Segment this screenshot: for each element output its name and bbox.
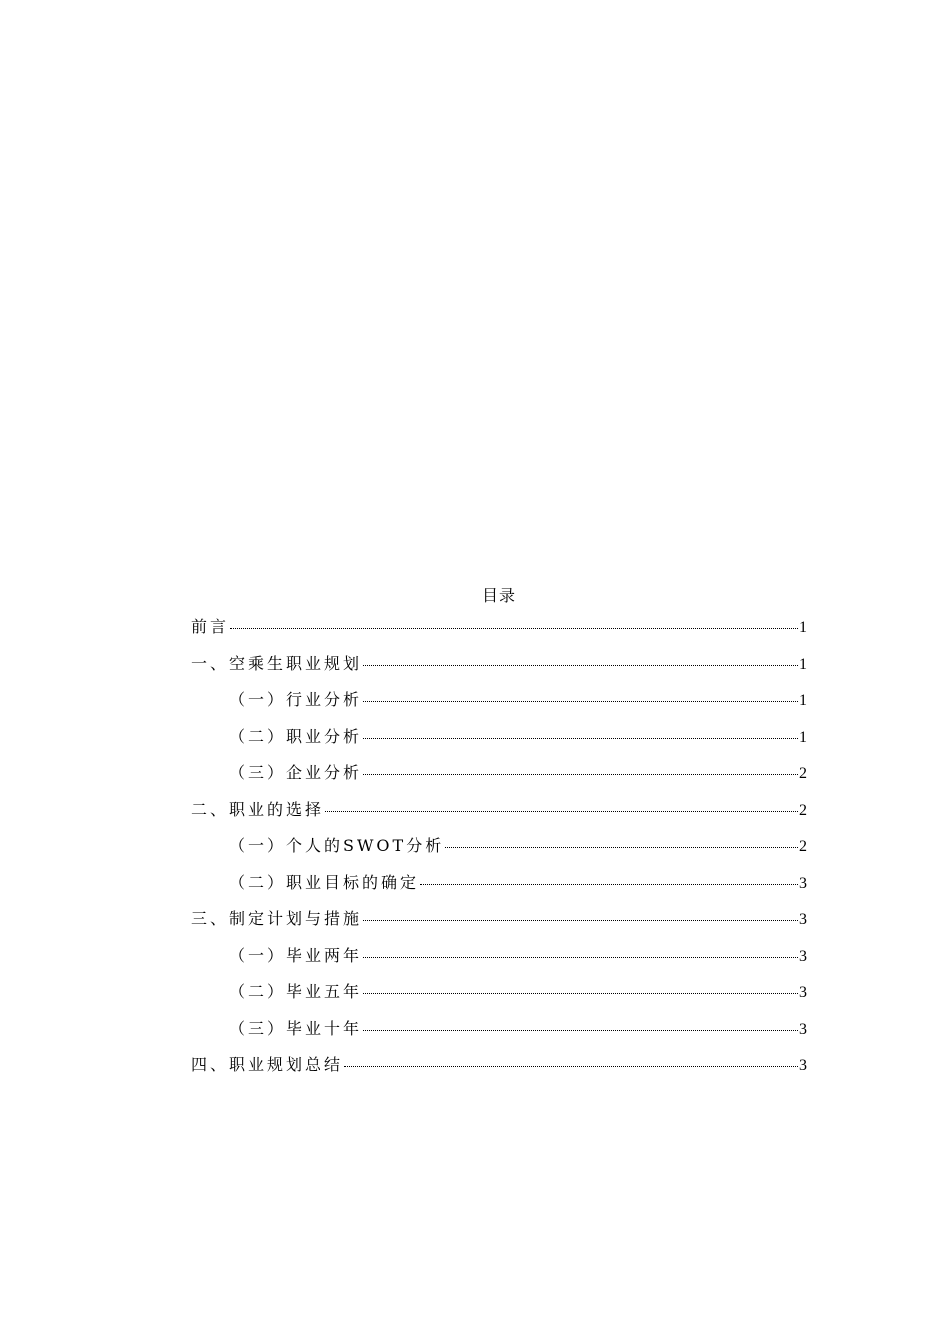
toc-entry[interactable]	[191, 1011, 807, 1048]
toc-dot-leader	[363, 919, 798, 921]
toc-entry-label: （一）毕业两年	[229, 945, 363, 965]
toc-entry-page-number: 3	[799, 984, 807, 1001]
toc-entry-page-number: 2	[799, 801, 807, 819]
toc-dot-leader	[420, 883, 798, 885]
toc-dot-leader	[445, 846, 798, 848]
toc-entry-label: 二、职业的选择	[191, 799, 325, 819]
toc-entry-page-number: 2	[799, 838, 807, 855]
toc-entry[interactable]	[191, 828, 807, 865]
toc-entry-page-number: 3	[799, 947, 807, 965]
toc-entry-page-number: 1	[799, 655, 807, 673]
toc-dot-leader	[344, 1065, 798, 1067]
toc-entry-label: （一）行业分析	[229, 690, 363, 709]
toc-dot-leader	[363, 664, 798, 666]
toc-entry[interactable]	[191, 974, 807, 1011]
toc-entry[interactable]	[191, 792, 807, 829]
toc-dot-leader	[363, 992, 798, 994]
toc-entry-page-number: 2	[799, 765, 807, 782]
toc-entry-label: （一）个人的SWOT分析	[229, 836, 445, 855]
toc-entry-list	[191, 609, 807, 1084]
toc-dot-leader	[363, 1029, 798, 1031]
table-of-contents	[191, 585, 807, 1084]
toc-dot-leader	[363, 737, 798, 739]
toc-entry-label: （二）职业分析	[229, 726, 363, 746]
toc-entry-label: 前言	[191, 617, 230, 636]
toc-entry[interactable]	[191, 865, 807, 902]
toc-title: 目录	[481, 586, 516, 605]
toc-entry-page-number: 3	[799, 1020, 807, 1038]
toc-entry[interactable]	[191, 938, 807, 975]
toc-entry-label: （二）职业目标的确定	[229, 872, 420, 892]
toc-entry-page-number: 1	[799, 619, 807, 636]
toc-entry-page-number: 3	[799, 1057, 807, 1074]
toc-entry[interactable]	[191, 1047, 807, 1084]
toc-entry-label: 一、空乘生职业规划	[191, 653, 363, 673]
toc-entry-label: （三）企业分析	[229, 763, 363, 782]
toc-entry-page-number: 3	[799, 874, 807, 892]
toc-entry[interactable]	[191, 682, 807, 719]
toc-dot-leader	[363, 773, 798, 775]
toc-entry[interactable]	[191, 719, 807, 756]
toc-entry-label: 四、职业规划总结	[191, 1055, 344, 1074]
toc-entry-label: （三）毕业十年	[229, 1018, 363, 1038]
toc-entry[interactable]	[191, 901, 807, 938]
toc-entry-page-number: 1	[799, 692, 807, 709]
toc-entry[interactable]	[191, 755, 807, 792]
toc-entry-label: （二）毕业五年	[229, 982, 363, 1001]
toc-entry[interactable]	[191, 609, 807, 646]
toc-entry-page-number: 3	[799, 911, 807, 928]
toc-entry-label: 三、制定计划与措施	[191, 909, 363, 928]
toc-dot-leader	[325, 810, 798, 812]
toc-entry[interactable]	[191, 646, 807, 683]
toc-dot-leader	[363, 700, 798, 702]
toc-entry-page-number: 1	[799, 728, 807, 746]
toc-dot-leader	[230, 627, 798, 629]
toc-dot-leader	[363, 956, 798, 958]
